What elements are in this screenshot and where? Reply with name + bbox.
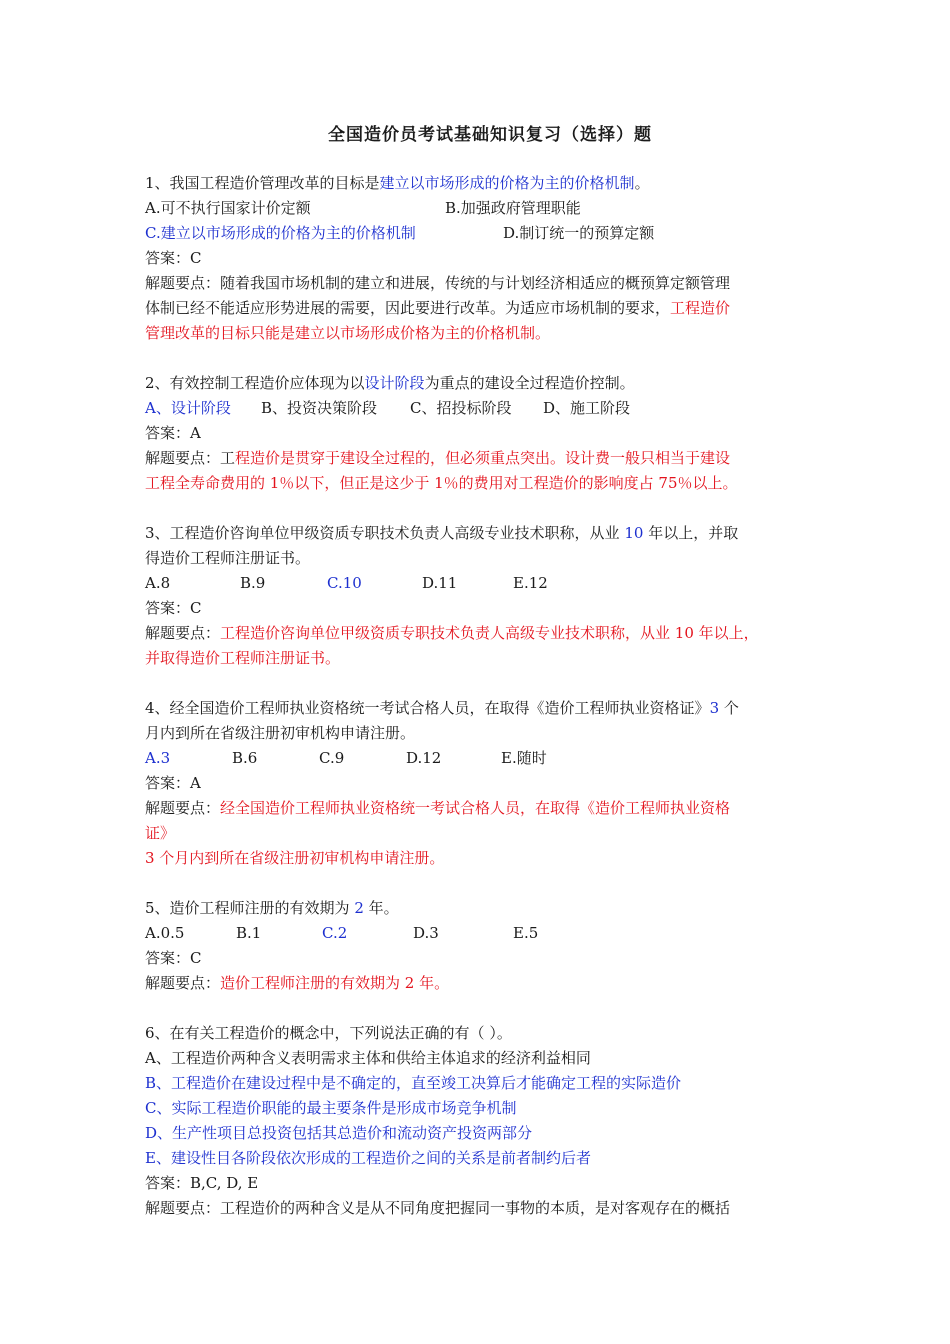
option-a: A.可不执行国家计价定额 xyxy=(145,199,311,217)
options-row xyxy=(145,921,815,946)
stem-highlight: 10 xyxy=(624,524,644,542)
option-d: D.制订统一的预算定额 xyxy=(503,224,655,242)
option-d: D.11 xyxy=(422,574,458,592)
explanation-text: 随着我国市场机制的建立和进展，传统的与计划经济相适应的概预算定额管理 xyxy=(220,274,731,292)
options-row xyxy=(145,221,815,246)
explanation-highlight: 工程全寿命费用的 1％以下，但正是这少于 1％的费用对工程造价的影响度占 75％以上。 xyxy=(145,474,738,492)
explanation-text: 体制已经不能适应形势进展的需要，因此要进行改革。为适应市场机制的要求， xyxy=(145,299,671,317)
question-stem xyxy=(145,896,815,921)
explanation-label: 解题要点： xyxy=(145,799,221,817)
option-a: A.0.5 xyxy=(145,924,185,942)
option-a: A、工程造价两种含义表明需求主体和供给主体追求的经济利益相同 xyxy=(145,1049,591,1067)
option-e: E.5 xyxy=(513,924,539,942)
stem-highlight: 设计阶段 xyxy=(364,374,425,392)
options-row xyxy=(145,746,815,771)
option-a: A.8 xyxy=(145,574,171,592)
option-a: A.3 xyxy=(145,749,171,767)
document-body xyxy=(145,120,815,1246)
question-4 xyxy=(145,696,815,871)
explanation-highlight: 经全国造价工程师执业资格统一考试合格人员，在取得《造价工程师执业资格 xyxy=(220,799,731,817)
explanation xyxy=(145,271,815,296)
option-b: B.1 xyxy=(236,924,262,942)
explanation-highlight: 程造价是贯穿于建设全过程的，但必须重点突出。设计费一般只相当于建设 xyxy=(235,449,731,467)
stem-text: 1、我国工程造价管理改革的目标是 xyxy=(145,174,380,192)
answer: 答案：C xyxy=(145,949,202,967)
question-6 xyxy=(145,1021,815,1221)
question-1 xyxy=(145,171,815,346)
options-row xyxy=(145,571,815,596)
explanation-label: 解题要点： xyxy=(145,624,221,642)
answer: 答案：A xyxy=(145,424,201,442)
option-d: D、生产性项目总投资包括其总造价和流动资产投资两部分 xyxy=(145,1124,533,1142)
explanation-label: 解题要点： xyxy=(145,274,221,292)
explanation-text: 工程造价的两种含义是从不同角度把握同一事物的本质，是对客观存在的概括 xyxy=(220,1199,731,1217)
explanation-highlight: 管理改革的目标只能是建立以市场形成价格为主的价格机制。 xyxy=(145,324,551,342)
question-stem: 6、在有关工程造价的概念中，下列说法正确的有（ ）。 xyxy=(145,1024,512,1042)
option-b: B.9 xyxy=(240,574,266,592)
explanation-highlight: 造价工程师注册的有效期为 2 年。 xyxy=(220,974,450,992)
question-stem-cont: 得造价工程师注册证书。 xyxy=(145,549,311,567)
explanation-highlight: 工程造价咨询单位甲级资质专职技术负责人高级专业技术职称，从业 10 年以上， xyxy=(220,624,759,642)
stem-highlight: 2 xyxy=(354,899,364,917)
question-stem-cont: 月内到所在省级注册初审机构申请注册。 xyxy=(145,724,416,742)
option-d: D.12 xyxy=(406,749,442,767)
stem-text-end: 为重点的建设全过程造价控制。 xyxy=(424,374,635,392)
question-stem xyxy=(145,371,815,396)
explanation-highlight: 证》 xyxy=(145,824,176,842)
option-c: C.2 xyxy=(322,924,348,942)
option-b: B.6 xyxy=(232,749,258,767)
options-row xyxy=(145,396,815,421)
option-d: D.3 xyxy=(413,924,439,942)
explanation-label: 解题要点： xyxy=(145,974,221,992)
question-stem xyxy=(145,521,815,546)
answer: 答案：A xyxy=(145,774,201,792)
option-e: E、建设性目各阶段依次形成的工程造价之间的关系是前者制约后者 xyxy=(145,1149,591,1167)
explanation xyxy=(145,971,815,996)
stem-text-end: 年。 xyxy=(363,899,399,917)
option-e: E.随时 xyxy=(501,749,547,767)
option-b: B、工程造价在建设过程中是不确定的，直至竣工决算后才能确定工程的实际造价 xyxy=(145,1074,682,1092)
option-d: D、施工阶段 xyxy=(543,399,631,417)
option-a: A、设计阶段 xyxy=(145,399,231,417)
answer: 答案：C xyxy=(145,249,202,267)
explanation xyxy=(145,796,815,821)
explanation-highlight: 并取得造价工程师注册证书。 xyxy=(145,649,341,667)
stem-text-end: 年以上，并取 xyxy=(643,524,739,542)
question-5 xyxy=(145,896,815,996)
explanation xyxy=(145,621,815,646)
stem-highlight: 3 xyxy=(709,699,720,717)
question-stem xyxy=(145,696,815,721)
explanation-highlight: 3 个月内到所在省级注册初审机构申请注册。 xyxy=(145,849,445,867)
explanation-label: 解题要点： xyxy=(145,1199,221,1217)
answer: 答案：B,C, D, E xyxy=(145,1174,259,1192)
stem-highlight: 建立以市场形成的价格为主的价格机制 xyxy=(379,174,635,192)
option-c: C.9 xyxy=(319,749,345,767)
explanation-line xyxy=(145,296,815,321)
stem-text-end: 。 xyxy=(634,174,650,192)
question-stem xyxy=(145,171,815,196)
explanation xyxy=(145,446,815,471)
option-c: C、实际工程造价职能的最主要条件是形成市场竞争机制 xyxy=(145,1099,517,1117)
page-title: 全国造价员考试基础知识复习（选择）题 xyxy=(328,125,652,145)
stem-text: 5、造价工程师注册的有效期为 xyxy=(145,899,355,917)
option-b: B.加强政府管理职能 xyxy=(445,199,581,217)
option-c: C、招投标阶段 xyxy=(410,399,512,417)
options-row xyxy=(145,196,815,221)
option-c: C.10 xyxy=(327,574,362,592)
option-b: B、投资决策阶段 xyxy=(261,399,378,417)
option-c: C.建立以市场形成的价格为主的价格机制 xyxy=(145,224,416,242)
question-2 xyxy=(145,371,815,496)
question-3 xyxy=(145,521,815,671)
explanation-label: 解题要点：工 xyxy=(145,449,236,467)
option-e: E.12 xyxy=(513,574,548,592)
stem-text: 4、经全国造价工程师执业资格统一考试合格人员，在取得《造价工程师执业资格证》 xyxy=(145,699,710,717)
stem-text: 3、工程造价咨询单位甲级资质专职技术负责人高级专业技术职称，从业 xyxy=(145,524,625,542)
stem-text-end: 个 xyxy=(719,699,739,717)
explanation-highlight: 工程造价 xyxy=(670,299,731,317)
stem-text: 2、有效控制工程造价应体现为以 xyxy=(145,374,365,392)
answer: 答案：C xyxy=(145,599,202,617)
explanation xyxy=(145,1196,815,1221)
